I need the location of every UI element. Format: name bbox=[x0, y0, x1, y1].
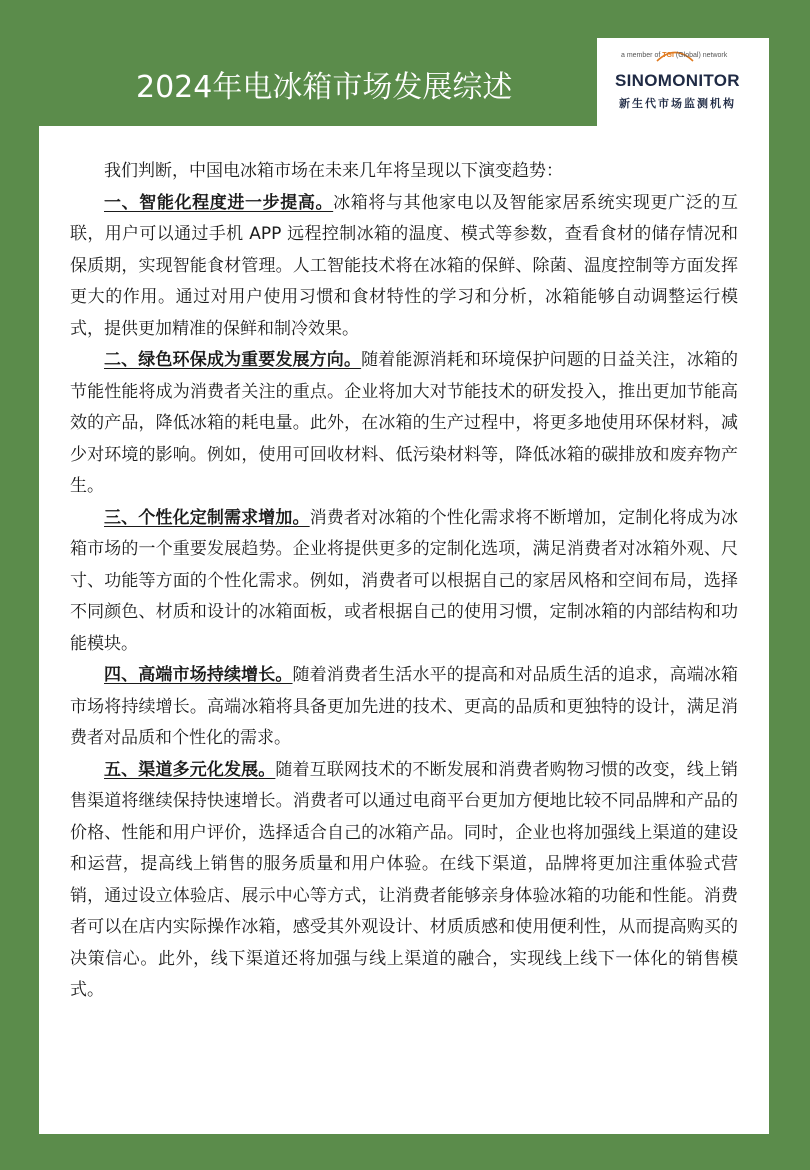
logo-tagline: a member of TGI (Global) network bbox=[621, 52, 728, 59]
section-paragraph-4 bbox=[70, 660, 738, 755]
logo-subtitle: 新生代市场监测机构 bbox=[619, 97, 736, 110]
section-paragraph-2 bbox=[70, 345, 738, 503]
sinomonitor-logo bbox=[597, 38, 769, 126]
section-heading: 一、智能化程度进一步提高。 bbox=[104, 192, 334, 213]
section-heading: 五、渠道多元化发展。 bbox=[104, 759, 276, 780]
section-body: 随着消费者生活水平的提高和对品质生活的追求，高端冰箱市场将持续增长。高端冰箱将具备更加先进的技术、更高的品质和更独特的设计，满足消费者对品质和个性化的需求。 bbox=[70, 665, 739, 748]
section-body: 冰箱将与其他家电以及智能家居系统实现更广泛的互联，用户可以通过手机 APP 远程控制冰箱的温度、模式等参数，查看食材的储存情况和保质期，实现智能食材管理。人工智能技术将在冰箱的保鲜、除菌、温度控制等方面发挥更大的作用。通过对用户使用习惯和食材特性的学习和分析，冰箱能够自动调整运行模式，提供更加精准的保鲜和制冷效果。 bbox=[70, 192, 738, 339]
section-body: 随着能源消耗和环境保护问题的日益关注，冰箱的节能性能将成为消费者关注的重点。企业将加大对节能技术的研发投入，推出更加节能高效的产品，降低冰箱的耗电量。此外，在冰箱的生产过程中，将更多地使用环保材料，减少对环境的影响。例如，使用可回收材料、低污染材料等，降低冰箱的碳排放和废弃物产生。 bbox=[70, 350, 739, 496]
logo-tgi-brand: TGI bbox=[662, 52, 674, 59]
article-body bbox=[70, 156, 738, 1007]
section-paragraph-1 bbox=[70, 188, 738, 346]
section-body: 消费者对冰箱的个性化需求将不断增加，定制化将成为冰箱市场的一个重要发展趋势。企业将提供更多的定制化选项，满足消费者对冰箱外观、尺寸、功能等方面的个性化需求。例如，消费者可以根据自己的家居风格和空间布局，选择不同颜色、材质和设计的冰箱面板，或者根据自己的使用习惯，定制冰箱的内部结构和功能模块。 bbox=[70, 507, 739, 654]
section-paragraph-5 bbox=[70, 755, 738, 1007]
intro-paragraph: 我们判断，中国电冰箱市场在未来几年将呈现以下演变趋势： bbox=[104, 161, 563, 181]
section-heading: 二、绿色环保成为重要发展方向。 bbox=[104, 350, 362, 370]
section-heading: 四、高端市场持续增长。 bbox=[104, 665, 293, 685]
header-title: 2024年电冰箱市场发展综述 bbox=[136, 70, 513, 105]
section-heading: 三、个性化定制需求增加。 bbox=[104, 507, 310, 528]
logo-name: SINOMONITOR bbox=[615, 71, 740, 90]
section-paragraph-3 bbox=[70, 503, 738, 661]
document-page bbox=[39, 126, 769, 1134]
section-body: 随着互联网技术的不断发展和消费者购物习惯的改变，线上销售渠道将继续保持快速增长。消费者可以通过电商平台更加方便地比较不同品牌和产品的价格、性能和用户评价，选择适合自己的冰箱产品。同时，企业也将加强线上渠道的建设和运营，提高线上销售的服务质量和用户体验。在线下渠道，品牌将更加注重体验式营销，通过设立体验店、展示中心等方式，让消费者能够亲身体验冰箱的功能和性能。消费者可以在店内实际操作冰箱，感受其外观设计、材质质感和使用便利性，从而提高购买的决策信心。此外，线下渠道还将加强与线上渠道的融合，实现线上线下一体化的销售模式。 bbox=[70, 759, 739, 1000]
